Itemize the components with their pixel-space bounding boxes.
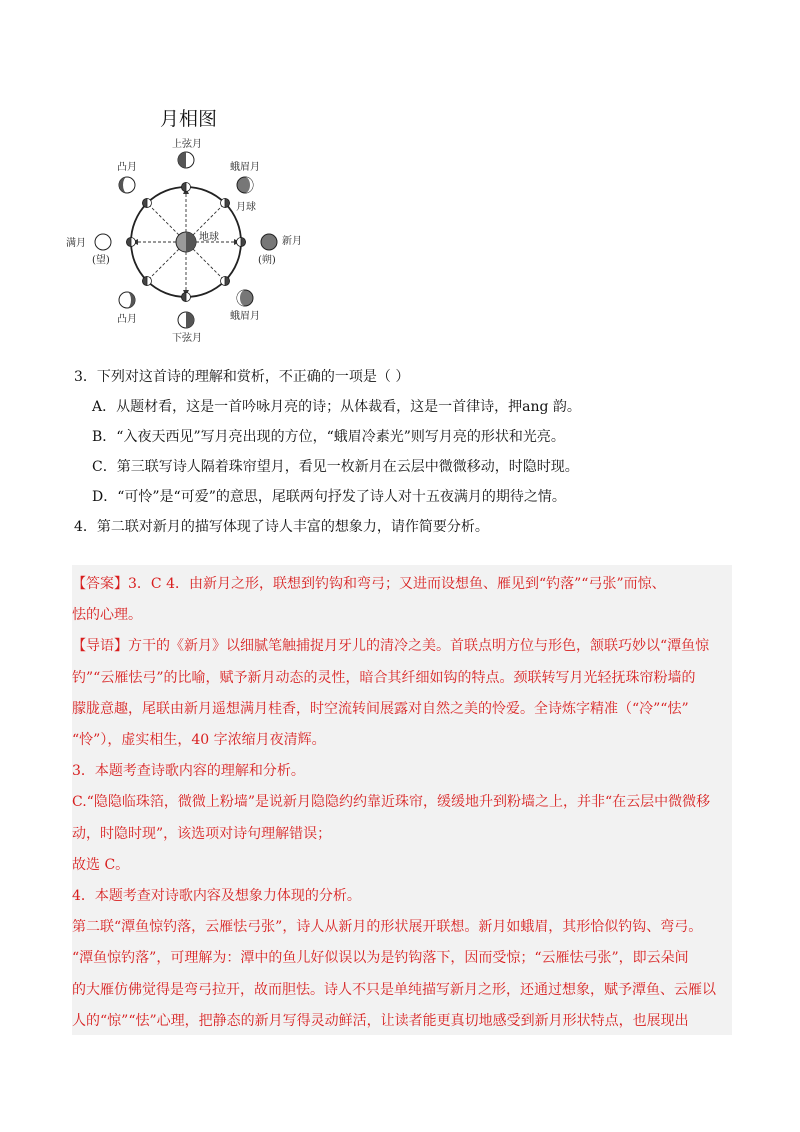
first-quarter-moon-icon [178,152,194,168]
waning-crescent-label: 蛾眉月 [230,311,260,322]
full-moon-label: 满月 [66,238,86,249]
q4-explanation-text-4: 人的“惊”“怯”心理，把静态的新月写得灵动鲜活，让读者能更真切地感受到新月形状特点，也展现出 [72,1012,689,1029]
new-moon-alt-label: (朔) [258,255,276,266]
full-moon-icon [95,234,111,250]
guide-line-1 [72,631,732,662]
q4-explanation-text-2: “潭鱼惊钓落”，可理解为：潭中的鱼儿好似误以为是钓钩落下，因而受惊；“云雁怯弓张”，即云朵间 [72,950,689,967]
question-3-stem: 3．下列对这首诗的理解和赏析，不正确的一项是（ ） [74,369,410,385]
gibbous-top-label: 凸月 [117,162,137,173]
question-block [74,362,734,542]
earth-icon [176,232,196,252]
q3-explanation-text-2: 动，时隐时现”，该选项对诗句理解错误； [72,825,332,842]
waxing-crescent-label: 蛾眉月 [230,162,260,173]
question-3-option-c: C．第三联写诗人隔着珠帘望月，看见一枚新月在云层中微微移动，时隐时现。 [92,459,579,475]
moon-phase-diagram [62,130,302,345]
earth-label: 地球 [199,232,219,243]
answer-tag: 【答案】 [72,576,128,592]
moon-phase-diagram-title: 月相图 [160,108,218,130]
q4-explanation-text-3: 的大雁仿佛觉得是弯弓拉开，故而胆怯。诗人不只是单纯描写新月之形，还通过想象，赋予潭鱼、云雁以 [72,981,716,998]
question-3-option-d: D．“可怜”是“可爱”的意思，尾联两句抒发了诗人对十五夜满月的期待之情。 [92,489,566,505]
answer-explanation-box [72,565,732,1035]
q4-explanation-text-1: 第二联“潭鱼惊钓落，云雁怯弓张”，诗人从新月的形状展开联想。新月如蛾眉，其形恰似钓钩、弯弓。 [72,919,703,936]
last-quarter-label: 下弦月 [172,333,202,344]
last-quarter-moon-icon [178,312,194,328]
answer-text-1: 3．C 4．由新月之形，联想到钓钩和弯弓；又进而设想鱼、雁见到“钓落”“弓张”而惊、 [128,576,666,592]
full-moon-alt-label: (望) [92,255,110,266]
answer-line-1 [72,569,732,600]
new-moon-icon [261,234,277,250]
first-quarter-label: 上弦月 [172,139,202,150]
q3-choice: 故选 C。 [72,856,130,873]
guide-text-1: 方干的《新月》以细腻笔触捕捉月牙儿的清冷之美。首联点明方位与形色，颔联巧妙以“潭鱼惊 [128,638,710,655]
new-moon-label: 新月 [282,236,302,247]
q3-explanation-heading: 3．本题考查诗歌内容的理解和分析。 [72,763,305,780]
question-4-stem: 4．第二联对新月的描写体现了诗人丰富的想象力，请作简要分析。 [74,519,489,535]
moon-ball-label: 月球 [236,202,256,213]
question-3-option-b: B．“入夜天西见”写月亮出现的方位，“蛾眉冷素光”则写月亮的形状和光亮。 [92,429,565,445]
gibbous-moon-bottom-icon [119,292,135,308]
q4-explanation-heading: 4．本题考查对诗歌内容及想象力体现的分析。 [72,888,361,905]
answer-text-2: 怯的心理。 [72,607,142,624]
waxing-crescent-moon-icon [237,177,253,193]
question-3-option-a: A．从题材看，这是一首吟咏月亮的诗；从体裁看，这是一首律诗，押ang 韵。 [92,399,581,415]
guide-text-2: 钓”“云雁怯弓”的比喻，赋予新月动态的灵性，暗合其纤细如钩的特点。颈联转写月光轻抚珠帘粉墙的 [72,669,696,686]
waning-crescent-moon-icon [237,290,253,306]
gibbous-bottom-label: 凸月 [117,314,137,325]
guide-text-4: “怜”），虚实相生，40 字浓缩月夜清辉。 [72,732,326,749]
guide-text-3: 朦胧意趣，尾联由新月遥想满月桂香，时空流转间展露对自然之美的怜爱。全诗炼字精准（“冷”“怯” [72,700,689,717]
guide-tag: 【导语】 [72,638,128,655]
q3-explanation-text-1: C.“隐隐临珠箔，微微上粉墙”是说新月隐隐约约靠近珠帘，缓缓地升到粉墙之上，并非“在云层中微微移 [72,794,711,811]
gibbous-moon-top-icon [119,177,135,193]
